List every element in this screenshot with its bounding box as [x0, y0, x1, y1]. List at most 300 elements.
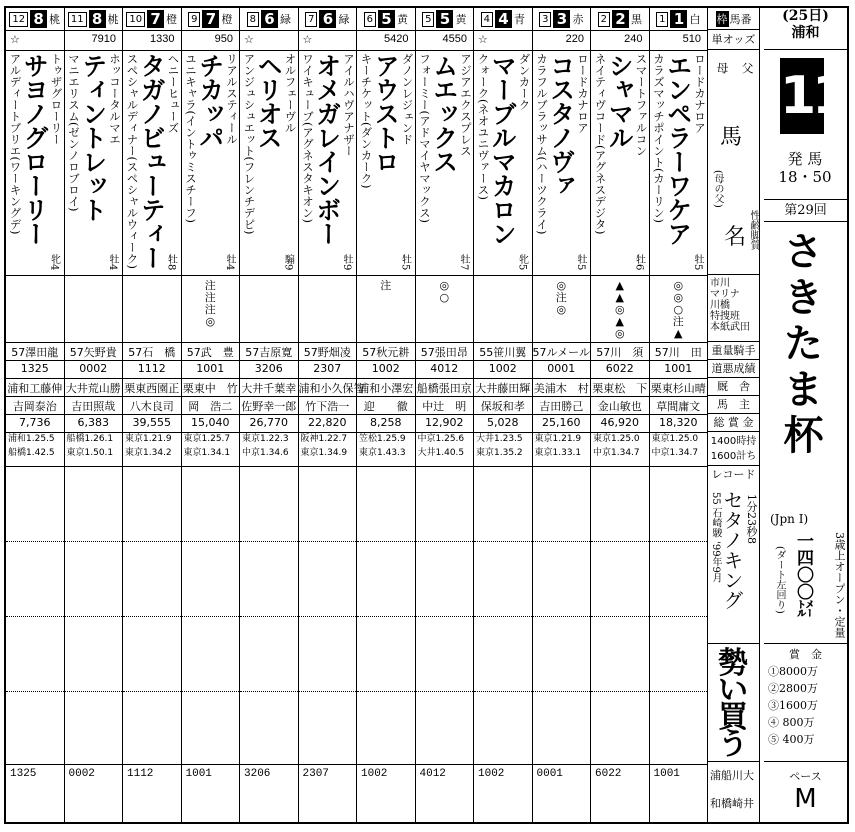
- win-odds: 7910: [91, 33, 116, 45]
- popularity-marker: ☆: [10, 34, 20, 46]
- dam-name: ユニキャラ(イントゥミスチーフ): [184, 53, 198, 223]
- past-race-block: [299, 618, 357, 683]
- past-race-block: [65, 543, 123, 608]
- expert-marks: [182, 278, 240, 342]
- horse-column-7: [298, 8, 365, 822]
- win-odds: 240: [624, 33, 643, 45]
- past-race-block: [591, 543, 649, 608]
- horse-names: [240, 51, 298, 276]
- sex-age: 牝4: [48, 253, 60, 270]
- time-1400: 東京1.21.9: [534, 434, 582, 444]
- earnings-cell: 8,258: [370, 416, 402, 429]
- summary-stats: 1002: [478, 768, 505, 780]
- reporter-2: 和橋崎井: [710, 797, 754, 810]
- popularity-marker: ☆: [478, 34, 488, 46]
- win-odds: 1330: [150, 33, 175, 45]
- sex-age: 牡5: [399, 253, 411, 270]
- odds-cell: [416, 30, 474, 50]
- past-race-block: [416, 468, 474, 533]
- summary-stats: 2307: [302, 768, 329, 780]
- past-race-block: [357, 468, 415, 533]
- expert-mark: 注: [555, 291, 567, 304]
- expert-mark: ◎: [556, 279, 567, 292]
- summary-stats: 0001: [536, 768, 563, 780]
- past-race-block: [533, 468, 591, 533]
- expert-mark: 注: [380, 279, 392, 292]
- trainer-cell: 美浦木 村: [533, 382, 589, 395]
- waku-number: 1: [670, 10, 687, 28]
- expert-mark: ◎: [439, 279, 450, 292]
- sex-age: 牡9: [341, 253, 352, 270]
- prize-5: ⑤ 400万: [768, 733, 815, 746]
- expert-marks: [416, 278, 474, 342]
- waku-number: 2: [612, 10, 629, 28]
- dam-name: カラズマッチポイント(カーリン): [652, 53, 666, 223]
- owner-cell: 中辻 明: [422, 400, 467, 413]
- record-detail: 55 石崎駿 '99年9月: [710, 492, 721, 583]
- past-race-block: [474, 618, 532, 683]
- race-venue: 浦和: [791, 25, 820, 41]
- dam-name: ワイキューブ(アグネスタキオン): [301, 53, 315, 223]
- trainer-cell: 大井藤田輝: [475, 382, 531, 395]
- expert-mark: ◎: [673, 279, 684, 292]
- roadside-cell: 2307: [313, 362, 342, 375]
- gate-number: 2: [598, 12, 610, 27]
- race-date-venue: [764, 8, 847, 50]
- gate-number: 1: [656, 12, 668, 27]
- horse-name: オメガレインボー: [312, 53, 342, 245]
- momentum-box: [708, 644, 760, 762]
- horse-names: [123, 51, 181, 276]
- horse-header: [65, 8, 123, 30]
- earnings-cell: 22,820: [308, 416, 347, 429]
- race-title-box: [764, 222, 847, 526]
- trainer-label: 厩 舎: [708, 378, 760, 396]
- time-1600: 中京1.34.7: [651, 448, 699, 458]
- expert-mark: ◎: [673, 291, 684, 304]
- gate-number: 8: [247, 12, 259, 27]
- sire-name: ヘニーヒューズ: [166, 53, 181, 134]
- weight-jockey-cell: 57川 須: [596, 346, 644, 359]
- past-race-block: [416, 543, 474, 608]
- weight-jockey-cell: 57澤田龍: [11, 346, 59, 359]
- waku-color-label: 緑: [338, 13, 350, 26]
- expert-mark: ◎: [556, 303, 567, 316]
- roadside-cell: 1325: [20, 362, 49, 375]
- expert-1: 市川: [710, 278, 730, 289]
- past-race-block: [6, 543, 64, 608]
- waku-color-label: 橙: [221, 13, 233, 26]
- owner-cell: 保坂和孝: [480, 400, 525, 413]
- sire-name: アジアエクスプレス: [459, 53, 473, 157]
- pace-box: [764, 762, 847, 822]
- owner-cell: 八木良司: [129, 400, 174, 413]
- trainer-cell: 栗東松 下: [592, 382, 648, 395]
- past-race-block: [123, 543, 181, 608]
- odds-cell: [182, 30, 240, 50]
- horse-column-8: [240, 8, 299, 822]
- time-1600: 東京1.34.1: [183, 448, 231, 458]
- waku-number: 4: [495, 10, 512, 28]
- sex-age: 牡5: [692, 253, 703, 270]
- gate-number: 11: [68, 12, 87, 27]
- time-1400: 東京1.21.9: [125, 434, 172, 444]
- time-1600: 東京1.35.2: [476, 448, 523, 458]
- past-race-block: [123, 468, 181, 533]
- past-race-block: [240, 468, 298, 533]
- sire-name: ダンカーク: [517, 53, 532, 111]
- owner-cell: 迎 徹: [363, 400, 408, 413]
- horse-names: [591, 51, 649, 276]
- gate-number: 6: [364, 12, 376, 27]
- earnings-cell: 5,028: [487, 416, 519, 429]
- expert-marks: [65, 278, 123, 342]
- gate-number: 7: [305, 12, 317, 27]
- time-1400: 大井1.23.5: [476, 434, 523, 444]
- expert-marks: [650, 278, 708, 342]
- dam-name: クォーク(ネオユニヴァース): [476, 53, 491, 200]
- expert-marks: [474, 278, 532, 342]
- horse-name: シャマル: [605, 53, 635, 149]
- expert-mark: ○: [673, 303, 684, 316]
- time-1600: 東京1.34.9: [300, 448, 348, 458]
- expert-marks: [357, 278, 415, 342]
- horse-header: [299, 8, 357, 30]
- race-conditions: 3歳上オープン・定量: [833, 532, 846, 638]
- time-1400-label: 1400時持: [710, 436, 757, 447]
- time-1400: 阪神1.22.7: [300, 434, 348, 444]
- horse-column-12: [6, 8, 65, 822]
- past-race-block: [240, 618, 298, 683]
- gate-number: 10: [126, 12, 145, 27]
- horse-header: [240, 8, 298, 30]
- horse-column-3: [533, 8, 592, 822]
- popularity-marker: ☆: [244, 34, 254, 46]
- roadside-cell: 1001: [664, 362, 693, 375]
- horse-column-1: [650, 8, 709, 822]
- reporter-1: 浦船川大: [710, 769, 754, 782]
- odds-cell: [6, 30, 64, 50]
- waku-color-label: 黄: [396, 13, 408, 26]
- horse-column-5: [416, 8, 475, 822]
- dam-name: フォーミー(アドマイヤマックス): [418, 53, 432, 223]
- waku-number: 6: [319, 10, 336, 28]
- owner-cell: 吉田照哉: [71, 400, 116, 413]
- sire-name: スマートファルコン: [634, 53, 649, 157]
- time-1600: 大井1.40.5: [417, 448, 465, 458]
- expert-marks: [240, 278, 298, 342]
- owner-cell: 金山敏也: [597, 400, 642, 413]
- gate-number: 9: [188, 12, 200, 27]
- race-info-column: [708, 8, 849, 822]
- race-number: 11: [780, 58, 824, 134]
- roadside-cell: 1002: [488, 362, 517, 375]
- odds-cell: [123, 30, 181, 50]
- sex-age: 牡5: [575, 253, 586, 270]
- owner-cell: 吉岡泰治: [12, 400, 57, 413]
- past-race-block: [240, 543, 298, 608]
- time-1400: 船橋1.26.1: [66, 434, 114, 444]
- roadside-cell: 6022: [605, 362, 634, 375]
- trainer-cell: 浦和小澤宏: [358, 382, 414, 395]
- horse-names: [299, 51, 357, 276]
- earnings-cell: 39,555: [132, 416, 171, 429]
- sire-name: トゥザグローリー: [49, 53, 64, 145]
- past-race-block: [182, 618, 240, 683]
- expert-2: マリナ: [710, 289, 740, 300]
- expert-mark: 注: [204, 303, 216, 316]
- waku-color-label: 黄: [455, 13, 467, 26]
- gate-number: 5: [422, 12, 434, 27]
- waku-number: 8: [30, 10, 47, 28]
- expert-mark: ▲: [615, 291, 624, 304]
- summary-stats: 4012: [419, 768, 446, 780]
- damsire-label: (母の父): [712, 170, 723, 208]
- waku-number: 6: [261, 10, 278, 28]
- trainer-cell: 栗東中 竹: [182, 382, 238, 395]
- summary-stats: 0002: [68, 768, 95, 780]
- summary-stats: 1001: [185, 768, 212, 780]
- odds-cell: [65, 30, 123, 50]
- sex-age: 牡7: [458, 253, 469, 270]
- gate-number: 4: [481, 12, 493, 27]
- trainer-cell: 船橋張田京: [416, 382, 472, 395]
- horse-name: ヘリオス: [254, 53, 284, 149]
- expert-mark: ◎: [205, 315, 216, 328]
- record-holder: セタノキング: [720, 490, 744, 610]
- waku-color-label: 桃: [107, 13, 119, 26]
- past-race-block: [650, 693, 708, 758]
- past-race-block: [591, 693, 649, 758]
- trainer-cell: 栗東西園正: [124, 382, 180, 395]
- gate-number: 12: [9, 12, 28, 27]
- horse-column-11: [65, 8, 124, 822]
- horse-name: ティントレット: [78, 53, 108, 221]
- horse-column-4: [474, 8, 533, 822]
- expert-5: 本紙武田: [710, 322, 750, 333]
- time-1400: 東京1.22.3: [242, 434, 289, 444]
- race-course: (ダート左回り): [774, 546, 785, 614]
- time-1600: 東京1.43.3: [359, 448, 406, 458]
- time-1600-label: 1600計ち: [710, 451, 757, 462]
- horse-names: [357, 51, 415, 276]
- past-race-block: [240, 693, 298, 758]
- earnings-cell: 18,320: [659, 416, 698, 429]
- expert-mark: ▲: [615, 279, 624, 292]
- weight-jockey-cell: 57ルメール: [532, 346, 590, 359]
- summary-stats: 1112: [127, 768, 154, 780]
- summary-stats: 1002: [361, 768, 388, 780]
- win-odds: 510: [682, 33, 701, 45]
- past-race-block: [299, 693, 357, 758]
- weight-jockey-cell: 57吉原寛: [245, 346, 293, 359]
- summary-stats: 1325: [10, 768, 37, 780]
- time-1600: 中京1.34.6: [242, 448, 289, 458]
- umaban-header: [708, 8, 760, 30]
- dam-name: スペシャルディナー(スペシャルウィーク): [125, 53, 140, 269]
- summary-stats: 3206: [244, 768, 271, 780]
- past-race-block: [474, 693, 532, 758]
- expert-marks: [533, 278, 591, 342]
- horse-name: サヨノグローリー: [20, 53, 50, 245]
- past-race-block: [650, 468, 708, 533]
- time-1400: 東京1.25.0: [651, 434, 699, 444]
- post-time-value: 18・50: [778, 168, 832, 186]
- pace-value: M: [794, 784, 817, 814]
- dam-name: キーチケット(ダンカーク): [359, 53, 374, 189]
- past-race-block: [533, 618, 591, 683]
- weight-jockey-label: 重量騎手: [708, 342, 760, 360]
- past-race-block: [357, 543, 415, 608]
- horse-header: [416, 8, 474, 30]
- past-race-block: [299, 468, 357, 533]
- race-distance: 一四〇〇㍍: [793, 532, 813, 617]
- past-race-block: [123, 693, 181, 758]
- record-label: レコード: [708, 466, 760, 484]
- sire-name: リアルスティール: [225, 53, 239, 145]
- trainer-cell: 浦和工藤伸: [7, 382, 63, 395]
- horse-column-9: [182, 8, 241, 822]
- past-race-block: [65, 468, 123, 533]
- trainer-cell: 大井千葉幸: [241, 382, 297, 395]
- time-1400: 東京1.25.0: [593, 434, 640, 444]
- race-card-sheet: [4, 6, 849, 824]
- trainer-cell: 浦和小久保智: [298, 382, 365, 395]
- past-race-block: [591, 468, 649, 533]
- edition: 第29回: [764, 200, 847, 222]
- owner-cell: 草間庸文: [656, 400, 701, 413]
- name-legend: [708, 50, 760, 275]
- earnings-cell: 46,920: [600, 416, 639, 429]
- dam-name: マニエリスム(ゼンノロブロイ): [67, 53, 81, 212]
- dam-name: カラフルブラッサム(ハーツクライ): [535, 53, 549, 235]
- weight-jockey-cell: 55笹川翼: [479, 346, 527, 359]
- sire-name: ロードカナロア: [693, 53, 707, 134]
- horse-header: [650, 8, 708, 30]
- owner-cell: 竹下浩一: [305, 400, 350, 413]
- dam-name: アンジュシュエット(フレンチデピ): [242, 53, 257, 235]
- time-1400: 笠松1.25.9: [359, 434, 406, 444]
- waku-color-label: 赤: [572, 13, 584, 26]
- waku-number: 7: [147, 10, 164, 28]
- roadside-cell: 0001: [547, 362, 576, 375]
- expert-mark: 注: [672, 315, 684, 328]
- time-1400: 東京1.25.7: [183, 434, 231, 444]
- waku-color-label: 桃: [49, 13, 61, 26]
- horse-header: [474, 8, 532, 30]
- reporters: [708, 762, 760, 822]
- sex-age: 牡4: [107, 253, 118, 270]
- sex-age: 騸9: [282, 253, 294, 270]
- odds-cell: [591, 30, 649, 50]
- win-odds: 950: [214, 33, 233, 45]
- expert-marks: [123, 278, 181, 342]
- horse-names: [416, 51, 474, 276]
- win-odds: 220: [565, 33, 584, 45]
- roadside-cell: 3206: [254, 362, 283, 375]
- horse-column-2: [591, 8, 650, 822]
- past-race-block: [357, 618, 415, 683]
- roadside-label: 道悪成績: [708, 360, 760, 378]
- momentum: 勢い買う: [718, 646, 748, 762]
- weight-jockey-cell: 57張田昂: [420, 346, 468, 359]
- experts-legend: [708, 275, 760, 342]
- past-race-block: [533, 693, 591, 758]
- expert-mark: ◎: [614, 327, 625, 340]
- horse-name: タガノビューティー: [137, 53, 167, 269]
- roadside-cell: 1001: [196, 362, 225, 375]
- owner-label: 馬 主: [708, 396, 760, 414]
- weight-jockey-cell: 57秋元耕: [362, 346, 410, 359]
- past-race-block: [6, 618, 64, 683]
- time-1400: 中京1.25.6: [417, 434, 465, 444]
- expert-mark: ▲: [615, 315, 624, 328]
- waku-number: 8: [89, 10, 106, 28]
- waku-color-label: 青: [513, 13, 525, 26]
- past-race-block: [123, 618, 181, 683]
- horse-names: [182, 51, 240, 276]
- horse-names: [474, 51, 532, 276]
- horse-header: [591, 8, 649, 30]
- odds-label: 単オッズ: [708, 30, 760, 50]
- name-label: 名: [724, 225, 747, 250]
- sex-age-label: 性齢脚質: [748, 210, 759, 250]
- conditions-box: [764, 528, 847, 644]
- past-race-block: [182, 543, 240, 608]
- dam-name: アルディートブリエ(ワーキングデ): [8, 53, 23, 235]
- prize-3: ③1600万: [768, 699, 818, 712]
- horse-name: エンペラーワケア: [663, 53, 693, 245]
- horse-label: 馬: [720, 125, 743, 150]
- odds-cell: [357, 30, 415, 50]
- past-race-block: [650, 618, 708, 683]
- owner-cell: 吉田勝己: [539, 400, 584, 413]
- post-time-label: 発 馬: [787, 150, 823, 168]
- expert-marks: [299, 278, 357, 342]
- earnings-cell: 26,770: [249, 416, 288, 429]
- horse-names: [533, 51, 591, 276]
- popularity-marker: ☆: [302, 34, 313, 46]
- waku-number: 7: [202, 10, 219, 28]
- waku-color-label: 緑: [279, 13, 291, 26]
- weight-jockey-cell: 57石 橋: [128, 346, 176, 359]
- summary-stats: 6022: [595, 768, 622, 780]
- horse-name: コスタノヴァ: [546, 53, 576, 197]
- earnings-cell: 7,736: [19, 416, 51, 429]
- past-race-block: [357, 693, 415, 758]
- time-1600: 中京1.34.7: [593, 448, 640, 458]
- weight-jockey-cell: 57武 豊: [186, 346, 234, 359]
- prize-2: ②2800万: [768, 682, 818, 695]
- horse-header: [357, 8, 415, 30]
- roadside-cell: 1112: [137, 362, 166, 375]
- pace-label: ペース: [789, 770, 822, 783]
- waku-number: 5: [378, 10, 395, 28]
- prize-4: ④ 800万: [768, 716, 815, 729]
- time-1600: 東京1.50.1: [66, 448, 114, 458]
- win-odds: 5420: [384, 33, 409, 45]
- expert-mark: ▲: [674, 327, 683, 340]
- past-race-block: [416, 618, 474, 683]
- horse-name: ムエックス: [429, 53, 459, 173]
- roadside-cell: 4012: [430, 362, 459, 375]
- weight-jockey-cell: 57矢野貴: [69, 346, 117, 359]
- past-race-block: [474, 468, 532, 533]
- sex-age: 牡8: [165, 253, 177, 270]
- owner-cell: 岡 浩二: [188, 400, 233, 413]
- past-race-block: [182, 468, 240, 533]
- record-time: 1分23秒8: [745, 494, 758, 544]
